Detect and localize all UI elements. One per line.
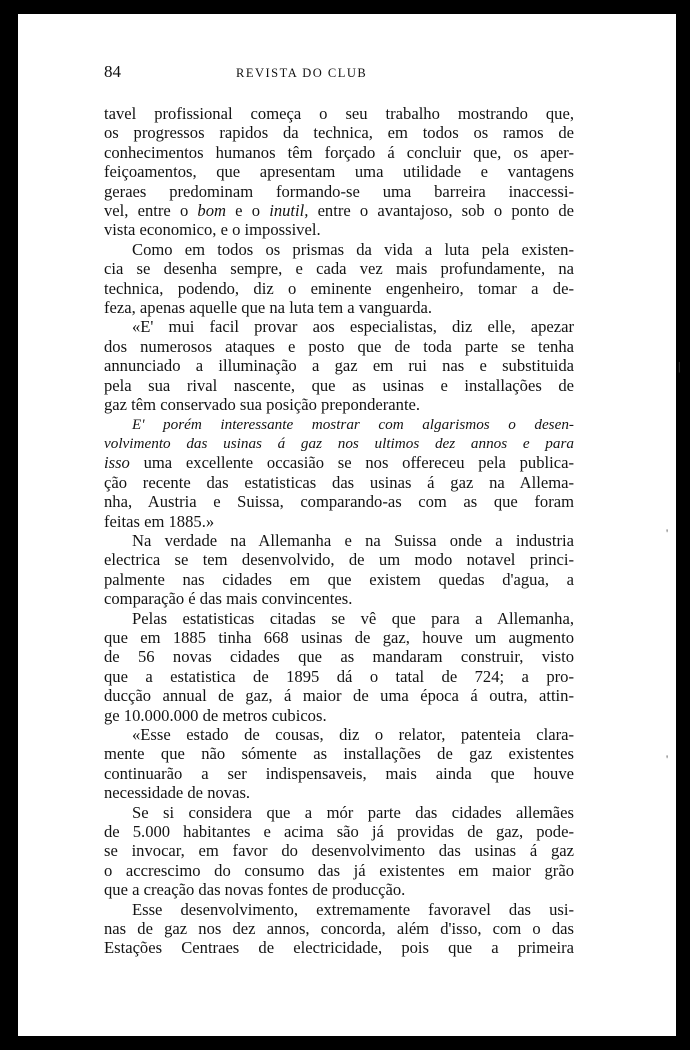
paragraph-start-line: Como em todos os prismas da vida a luta pela existen- xyxy=(132,239,574,259)
margin-mark: | xyxy=(678,359,681,373)
text-line: feza, apenas aquelle que na luta tem a vanguarda. xyxy=(104,298,433,318)
text-line: continuarão a ser indispensaveis, mais ainda que houve xyxy=(104,763,574,783)
text-line: o accrescimo do consumo das já existentes em maior grão xyxy=(104,860,574,880)
text-run: vel, entre o xyxy=(104,201,198,221)
text-line: gaz têm conservado sua posição preponderante. xyxy=(104,395,421,415)
page-header xyxy=(104,62,594,86)
text-line: que a estatistica de 1895 dá o tatal de 724; a pro- xyxy=(104,666,574,686)
text-run: e o xyxy=(226,201,270,221)
page-number: 84 xyxy=(104,62,121,81)
text-line: palmente nas cidades em que existem quedas d'agua, a xyxy=(104,569,574,589)
text-line: comparação é das mais convincentes. xyxy=(104,589,353,609)
text-line: Estações Centraes de electricidade, pois que a primeira xyxy=(104,938,574,958)
text-line: technica, podendo, diz o eminente engenheiro, tomar a de- xyxy=(104,278,574,298)
text-line: pela sua rival nascente, que as usinas e installações de xyxy=(104,375,574,395)
italic-word-bom: bom xyxy=(197,201,226,221)
text-line xyxy=(104,453,574,472)
text-line: que em 1885 tinha 668 usinas de gaz, houve um augmento xyxy=(104,627,574,647)
italic-word-inutil: inutil, xyxy=(269,201,309,221)
paragraph-start-line: Pelas estatisticas citadas se vê que para a Allemanha, xyxy=(132,608,574,628)
italic-word-isso: isso xyxy=(104,453,130,473)
text-line: tavel profissional começa o seu trabalho mostrando que, xyxy=(104,104,574,123)
text-line: mente que não sómente as installações de gaz existentes xyxy=(104,744,574,764)
text-line: nha, Austria e Suissa, comparando-as com as que foram xyxy=(104,492,574,512)
text-run: uma excellente occasião se nos offereceu pela publica- xyxy=(129,453,574,473)
text-line: nas de gaz nos dez annos, concorda, além d'isso, com o das xyxy=(104,919,574,939)
text-line: feiçoamentos, que apresentam uma utilidade e vantagens xyxy=(104,162,574,182)
text-line: que a creação das novas fontes de producção. xyxy=(104,880,406,900)
text-line: ducção annual de gaz, á maior de uma época á outra, attin- xyxy=(104,686,574,706)
text-line: de 5.000 habitantes e acima são já providas de gaz, pode- xyxy=(104,822,574,842)
text-line: vista economico, e o impossivel. xyxy=(104,220,321,240)
text-line: electrica se tem desenvolvido, de um modo notavel princi- xyxy=(104,550,574,570)
text-line: os progressos rapidos da technica, em todos os ramos de xyxy=(104,123,574,143)
paragraph-start-line: «E' mui facil provar aos especialistas, diz elle, apezar xyxy=(132,317,574,337)
text-line: conhecimentos humanos têm forçado á concluir que, os aper- xyxy=(104,142,574,162)
text-line: de 56 novas cidades que as mandaram construir, visto xyxy=(104,647,574,667)
text-line: ge 10.000.000 de metros cubicos. xyxy=(104,705,327,725)
text-line: annunciado a illuminação a gaz em rui nas e substituida xyxy=(104,356,574,376)
text-line: necessidade de novas. xyxy=(104,783,251,803)
book-page xyxy=(18,14,681,1036)
paragraph-start-line: Se si considera que a mór parte das cidades allemães xyxy=(132,802,574,822)
paragraph-start-line: Esse desenvolvimento, extremamente favoravel das usi- xyxy=(132,899,574,919)
text-line: dos numerosos ataques e posto que de toda parte se tenha xyxy=(104,336,574,356)
text-line: cia se desenha sempre, e cada vez mais profundamente, na xyxy=(104,259,574,279)
margin-mark: ' xyxy=(666,526,669,540)
text-line: geraes predominam formando-se uma barreira inaccessi- xyxy=(104,181,574,201)
text-line: feitas em 1885.» xyxy=(104,511,215,531)
italic-line: E' porém interessante mostrar com algarismos o desen- xyxy=(132,415,574,433)
body-text xyxy=(104,104,574,958)
paragraph-start-line: Na verdade na Allemanha e na Suissa onde a industria xyxy=(132,530,574,550)
italic-line: volvimento das usinas á gaz nos ultimos dez annos e para xyxy=(104,434,574,452)
running-title: REVISTA DO CLUB xyxy=(236,66,368,80)
text-line: se invocar, em favor do desenvolvimento das usinas á gaz xyxy=(104,841,574,861)
text-run: entre o avantajoso, sob o ponto de xyxy=(308,201,575,221)
text-line xyxy=(104,201,574,220)
margin-mark: ' xyxy=(666,752,669,766)
paragraph-start-line: «Esse estado de cousas, diz o relator, patenteia clara- xyxy=(132,725,574,744)
text-line: ção recente das estatisticas das usinas á gaz na Allema- xyxy=(104,472,574,492)
